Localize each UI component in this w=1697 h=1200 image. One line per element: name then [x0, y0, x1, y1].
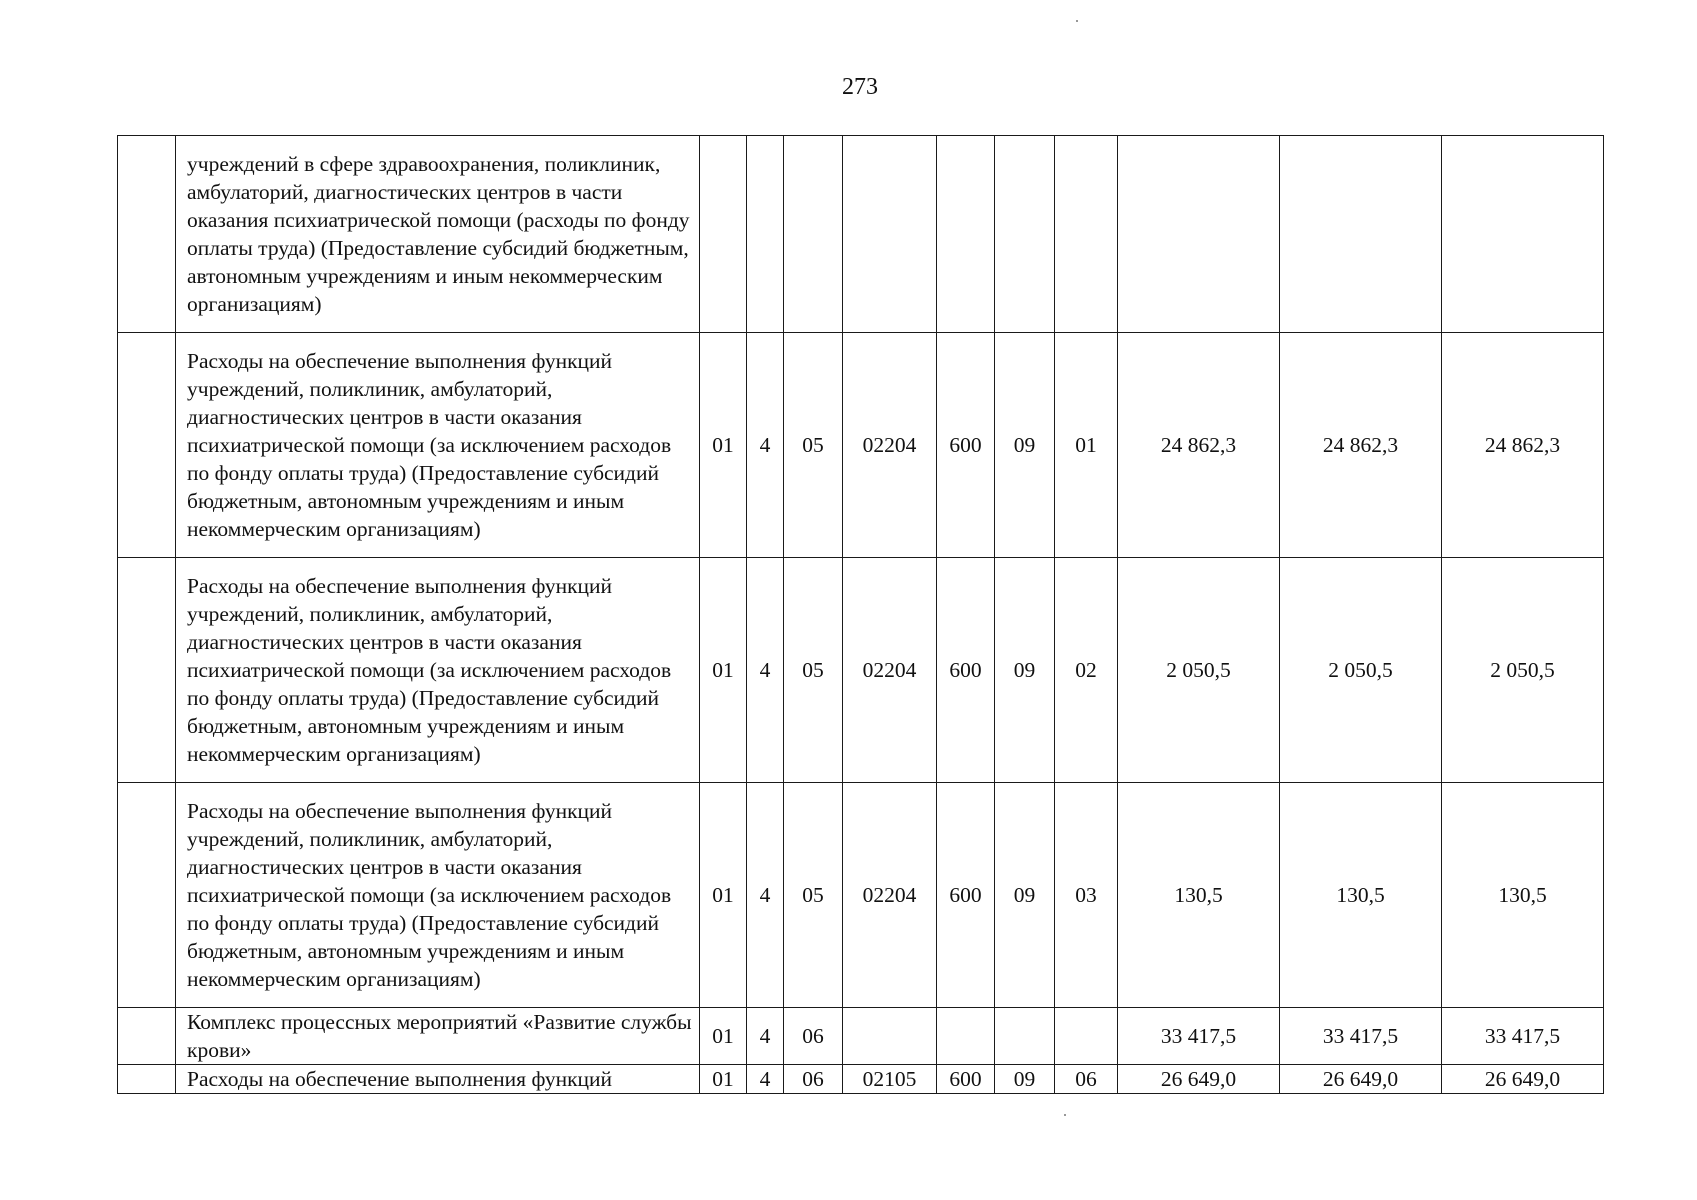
code-cell: 02204 — [843, 333, 937, 558]
code-cell: 02204 — [843, 558, 937, 783]
amount-cell: 130,5 — [1442, 783, 1604, 1008]
code-cell: 4 — [747, 783, 784, 1008]
row-number-cell — [118, 783, 176, 1008]
code-cell — [937, 1008, 995, 1065]
code-cell — [995, 1008, 1055, 1065]
amount-cell: 130,5 — [1118, 783, 1280, 1008]
amount-cell: 33 417,5 — [1118, 1008, 1280, 1065]
expense-name-cell: Комплекс процессных мероприятий «Развитие службы крови» — [176, 1008, 700, 1065]
code-cell: 4 — [747, 558, 784, 783]
code-cell: 600 — [937, 558, 995, 783]
code-cell: 05 — [784, 558, 843, 783]
code-cell — [937, 136, 995, 333]
amount-cell — [1280, 136, 1442, 333]
scan-speck — [1076, 20, 1078, 22]
code-cell: 02204 — [843, 783, 937, 1008]
amount-cell: 130,5 — [1280, 783, 1442, 1008]
amount-cell: 26 649,0 — [1118, 1065, 1280, 1094]
code-cell: 06 — [784, 1008, 843, 1065]
code-cell: 09 — [995, 333, 1055, 558]
code-cell: 4 — [747, 333, 784, 558]
code-cell: 03 — [1055, 783, 1118, 1008]
expense-name-cell: Расходы на обеспечение выполнения функций учреждений, поликлиник, амбулаторий, диагностических центров в части оказания психиатрической помощи (за исключением расходов по фонду оплаты труда) (Предоставление субсидий бюджетным, автономным учреждениям и иным некоммерческим организациям) — [176, 783, 700, 1008]
amount-cell: 33 417,5 — [1442, 1008, 1604, 1065]
amount-cell: 26 649,0 — [1280, 1065, 1442, 1094]
code-cell: 600 — [937, 333, 995, 558]
row-number-cell — [118, 1065, 176, 1094]
code-cell: 09 — [995, 558, 1055, 783]
amount-cell: 2 050,5 — [1442, 558, 1604, 783]
code-cell — [700, 136, 747, 333]
code-cell: 05 — [784, 333, 843, 558]
code-cell — [995, 136, 1055, 333]
code-cell — [784, 136, 843, 333]
code-cell — [1055, 136, 1118, 333]
code-cell: 600 — [937, 1065, 995, 1094]
code-cell — [1055, 1008, 1118, 1065]
code-cell: 09 — [995, 783, 1055, 1008]
code-cell: 01 — [700, 333, 747, 558]
amount-cell: 24 862,3 — [1280, 333, 1442, 558]
amount-cell: 33 417,5 — [1280, 1008, 1442, 1065]
table-row — [118, 1008, 1604, 1065]
table-row — [118, 136, 1604, 333]
code-cell: 01 — [700, 783, 747, 1008]
code-cell: 06 — [1055, 1065, 1118, 1094]
expense-name-cell: Расходы на обеспечение выполнения функций учреждений, поликлиник, амбулаторий, диагностических центров в части оказания психиатрической помощи (за исключением расходов по фонду оплаты труда) (Предоставление субсидий бюджетным, автономным учреждениям и иным некоммерческим организациям) — [176, 558, 700, 783]
amount-cell: 24 862,3 — [1118, 333, 1280, 558]
code-cell — [843, 136, 937, 333]
expense-name-cell: Расходы на обеспечение выполнения функций учреждений, поликлиник, амбулаторий, диагностических центров в части оказания психиатрической помощи (за исключением расходов по фонду оплаты труда) (Предоставление субсидий бюджетным, автономным учреждениям и иным некоммерческим организациям) — [176, 333, 700, 558]
code-cell — [747, 136, 784, 333]
code-cell: 09 — [995, 1065, 1055, 1094]
code-cell: 02 — [1055, 558, 1118, 783]
row-number-cell — [118, 1008, 176, 1065]
row-number-cell — [118, 333, 176, 558]
amount-cell — [1118, 136, 1280, 333]
code-cell: 01 — [1055, 333, 1118, 558]
amount-cell — [1442, 136, 1604, 333]
table-row — [118, 1065, 1604, 1094]
code-cell — [843, 1008, 937, 1065]
table-row — [118, 558, 1604, 783]
code-cell: 01 — [700, 1065, 747, 1094]
code-cell: 4 — [747, 1065, 784, 1094]
code-cell: 600 — [937, 783, 995, 1008]
code-cell: 01 — [700, 558, 747, 783]
row-number-cell — [118, 136, 176, 333]
amount-cell: 2 050,5 — [1118, 558, 1280, 783]
scan-speck — [1064, 1114, 1066, 1116]
table-row — [118, 783, 1604, 1008]
amount-cell: 26 649,0 — [1442, 1065, 1604, 1094]
row-number-cell — [118, 558, 176, 783]
expense-name-cell: Расходы на обеспечение выполнения функций — [176, 1065, 700, 1094]
expense-name-cell: учреждений в сфере здравоохранения, поликлиник, амбулаторий, диагностических центров в части оказания психиатрической помощи (расходы по фонду оплаты труда) (Предоставление субсидий бюджетным, автономным учреждениям и иным некоммерческим организациям) — [176, 136, 700, 333]
code-cell: 02105 — [843, 1065, 937, 1094]
code-cell: 05 — [784, 783, 843, 1008]
code-cell: 4 — [747, 1008, 784, 1065]
code-cell: 06 — [784, 1065, 843, 1094]
table-row — [118, 333, 1604, 558]
amount-cell: 24 862,3 — [1442, 333, 1604, 558]
code-cell: 01 — [700, 1008, 747, 1065]
amount-cell: 2 050,5 — [1280, 558, 1442, 783]
budget-table — [117, 135, 1604, 1094]
page-number: 273 — [842, 74, 878, 100]
